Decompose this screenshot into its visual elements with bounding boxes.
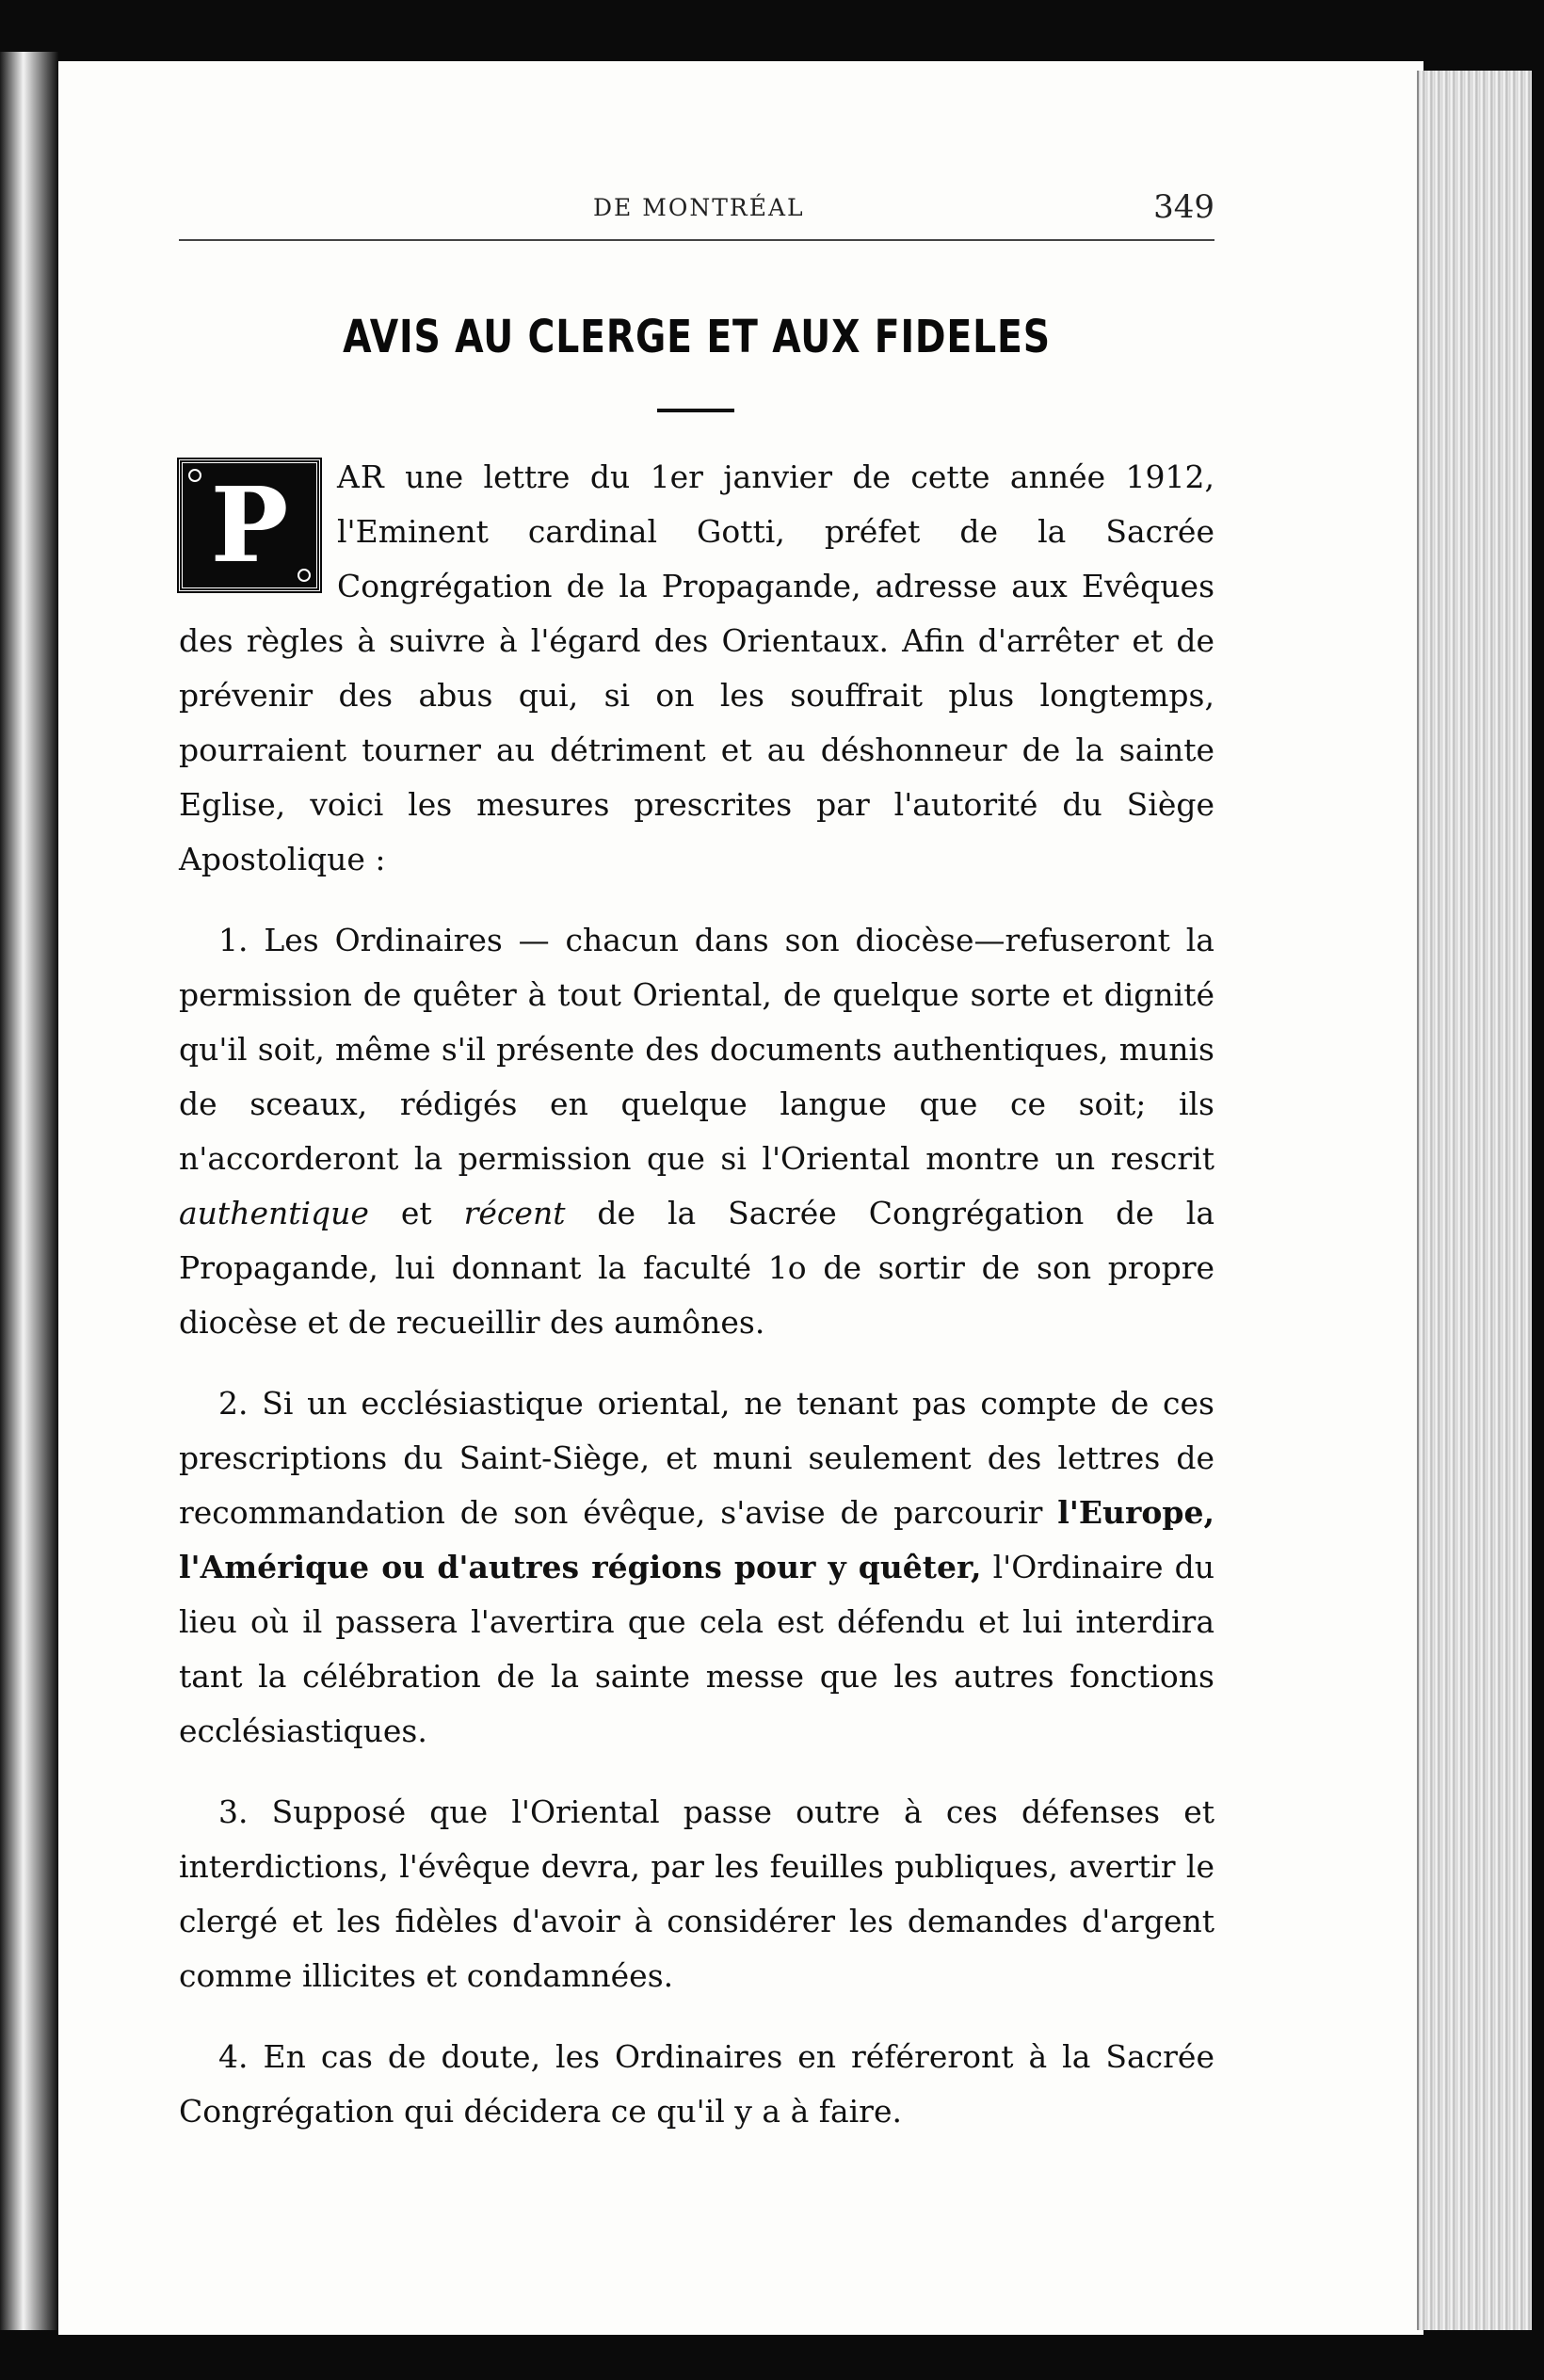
list-item-4 [179, 2030, 1214, 2139]
item-number: 2. [218, 1385, 249, 1422]
item-text: Les Ordinaires — chacun dans son diocèse—refuseront la permission de quêter à tout Oriental, de quelque sorte et dignité qu'il soit, même s'il présente des documents authentiques, munis de sceaux, rédigés en quelque langue que ce soit; ils n'accorderont la permission que si l'Oriental montre un rescrit [179, 922, 1214, 1177]
item-text: Supposé que l'Oriental passe outre à ces défenses et interdictions, l'évêque devra, par les feuilles publiques, avertir le clergé et les fidèles d'avoir à considérer les demandes d'argent comme illicites et condamnées. [179, 1793, 1214, 1994]
facing-page-edge [0, 52, 58, 2330]
article-title: AVIS AU CLERGE ET AUX FIDELES [343, 311, 1051, 363]
page-number: 349 [1153, 188, 1214, 226]
ornament-icon [188, 469, 201, 482]
title-rule [657, 409, 734, 412]
drop-cap-letter: P [210, 464, 289, 586]
ornament-icon [298, 569, 311, 582]
drop-cap [179, 459, 320, 591]
item-number: 3. [218, 1793, 249, 1830]
list-item-2 [179, 1376, 1214, 1759]
item-italic: récent [463, 1195, 566, 1231]
item-text: En cas de doute, les Ordinaires en référeront à la Sacrée Congrégation qui décidera ce qu'il y a à faire. [179, 2038, 1214, 2130]
list-item-3 [179, 1785, 1214, 2003]
item-number: 4. [218, 2038, 249, 2075]
item-italic: authentique [179, 1195, 369, 1231]
list-item-1 [179, 913, 1214, 1350]
first-word-rest: AR [337, 458, 385, 495]
item-text: l'Ordinaire du lieu où il passera l'avertira que cela est défendu et lui interdira tant la célébration de la sainte messe que les autres fonctions ecclésiastiques. [179, 1549, 1214, 1749]
article-body [179, 450, 1214, 2165]
header-rule [179, 239, 1214, 241]
running-head: DE MONTRÉAL [593, 194, 805, 221]
page-header [179, 188, 1214, 235]
item-text: de la Sacrée Congrégation de la Propagande, lui donnant la faculté 1o de sortir de son propre diocèse et de recueillir des aumônes. [179, 1195, 1214, 1341]
item-text: Si un ecclésiastique oriental, ne tenant pas compte de ces prescriptions du Saint-Siège, et muni seulement des lettres de recommandation de son évêque, s'avise de parcourir [179, 1385, 1214, 1531]
page-stack-edge [1417, 71, 1532, 2330]
item-bold: l'Europe, l'Amérique ou d'autres régions pour y quêter, [179, 1494, 1214, 1585]
item-text: et [368, 1195, 464, 1231]
intro-paragraph [179, 450, 1214, 887]
intro-text: une lettre du 1er janvier de cette année 1912, l'Eminent cardinal Gotti, préfet de la Sacrée Congrégation de la Propagande, adresse aux Evêques des règles à suivre à l'égard des Orientaux. Afin d'arrêter et de prévenir des abus qui, si on les souffrait plus longtemps, pourraient tourner au détriment et au déshonneur de la sainte Eglise, voici les mesures prescrites par l'autorité du Siège Apostolique : [179, 458, 1214, 877]
item-number: 1. [218, 922, 249, 958]
